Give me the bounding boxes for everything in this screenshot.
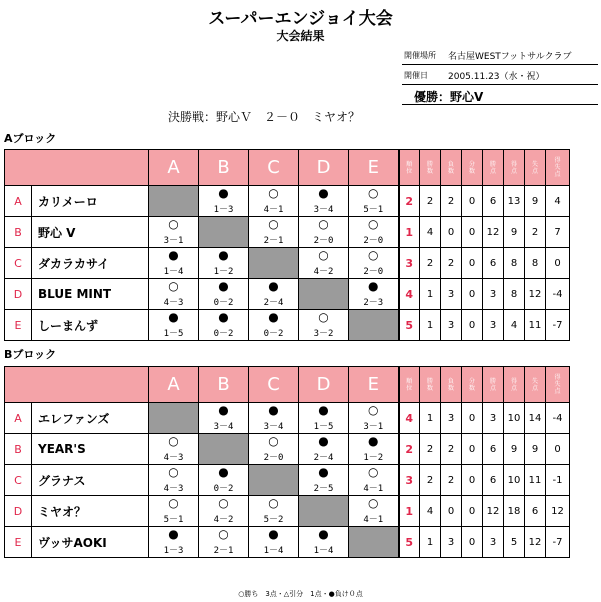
- date-value: 2005.11.23（水・祝）: [448, 72, 545, 82]
- stat-value: 0: [462, 248, 483, 279]
- stat-value: 9: [525, 434, 546, 465]
- table-header-row: [5, 150, 570, 186]
- match-result-cell: [199, 310, 249, 341]
- team-name: エレファンズ: [32, 403, 149, 434]
- stat-value: 6: [525, 496, 546, 527]
- match-result-cell: [349, 279, 399, 310]
- stat-value: 1: [420, 403, 441, 434]
- match-result-cell: [149, 465, 199, 496]
- match-score: 3－4: [263, 422, 284, 432]
- stat-value: -7: [546, 310, 570, 341]
- match-score: 1－4: [313, 546, 334, 556]
- block-b-title: Bブロック: [4, 348, 57, 361]
- stat-value: 12: [525, 527, 546, 558]
- loss-dot-icon: ●: [268, 403, 279, 417]
- rank-value: 4: [399, 403, 420, 434]
- stat-value: 0: [441, 217, 462, 248]
- stat-value: 6: [483, 186, 504, 217]
- match-score: 4－3: [163, 453, 184, 463]
- stat-header-2: 負 数: [441, 150, 462, 186]
- match-result-cell: [199, 465, 249, 496]
- stat-value: 0: [441, 496, 462, 527]
- win-circle-icon: ○: [168, 279, 179, 293]
- rank-value: 3: [399, 248, 420, 279]
- match-result-cell: [299, 186, 349, 217]
- team-letter: B: [5, 217, 32, 248]
- win-circle-icon: ○: [318, 217, 329, 231]
- match-score: 5－1: [363, 205, 384, 215]
- final-match-result: 決勝戦：野心Ｖ ２－０ ミヤオ？: [168, 110, 361, 124]
- self-match-cell: [199, 217, 249, 248]
- match-score: 2－0: [263, 453, 284, 463]
- loss-dot-icon: ●: [168, 310, 179, 324]
- column-header-c: C: [249, 367, 299, 403]
- venue-underline: [402, 64, 598, 65]
- stat-value: 13: [504, 186, 525, 217]
- rank-value: 1: [399, 496, 420, 527]
- column-header-b: B: [199, 367, 249, 403]
- venue-value: 名古屋WESTフットサルクラブ: [448, 52, 572, 62]
- team-name: ヴッサAOKI: [32, 527, 149, 558]
- team-name: BLUE MINT: [32, 279, 149, 310]
- table-row: [5, 186, 570, 217]
- stat-value: 0: [462, 310, 483, 341]
- stat-value: 0: [462, 217, 483, 248]
- match-score: 0－2: [213, 484, 234, 494]
- team-name: ミヤオ？: [32, 496, 149, 527]
- self-match-cell: [149, 186, 199, 217]
- stat-value: 2: [420, 186, 441, 217]
- rank-value: 2: [399, 434, 420, 465]
- rank-value: 3: [399, 465, 420, 496]
- match-score: 1－5: [313, 422, 334, 432]
- stat-header-7: 得 失 点: [546, 367, 570, 403]
- loss-dot-icon: ●: [268, 310, 279, 324]
- win-circle-icon: ○: [318, 310, 329, 324]
- stat-value: 14: [525, 403, 546, 434]
- stat-value: 2: [420, 248, 441, 279]
- table-row: [5, 434, 570, 465]
- loss-dot-icon: ●: [218, 279, 229, 293]
- stat-value: 3: [483, 279, 504, 310]
- win-circle-icon: ○: [368, 465, 379, 479]
- match-result-cell: [249, 217, 299, 248]
- match-score: 3－1: [363, 422, 384, 432]
- stat-header-6: 失 点: [525, 150, 546, 186]
- stat-header-0: 順 位: [399, 150, 420, 186]
- match-score: 1－3: [163, 546, 184, 556]
- match-score: 2－0: [363, 267, 384, 277]
- stat-value: 10: [504, 403, 525, 434]
- stat-value: 3: [483, 527, 504, 558]
- stat-value: 11: [525, 310, 546, 341]
- team-name: グラナス: [32, 465, 149, 496]
- column-header-d: D: [299, 150, 349, 186]
- win-circle-icon: ○: [368, 248, 379, 262]
- column-header-e: E: [349, 150, 399, 186]
- match-result-cell: [299, 465, 349, 496]
- table-row: [5, 496, 570, 527]
- team-letter: B: [5, 434, 32, 465]
- stat-value: 1: [420, 527, 441, 558]
- match-score: 2－1: [213, 546, 234, 556]
- match-result-cell: [299, 248, 349, 279]
- match-result-cell: [249, 186, 299, 217]
- match-result-cell: [299, 403, 349, 434]
- loss-dot-icon: ●: [318, 465, 329, 479]
- match-result-cell: [149, 310, 199, 341]
- legend-text: ○勝ち 3点・△引分 1点・●負け０点: [238, 590, 363, 598]
- stat-value: 3: [441, 403, 462, 434]
- match-result-cell: [149, 527, 199, 558]
- loss-dot-icon: ●: [218, 403, 229, 417]
- table-row: [5, 217, 570, 248]
- loss-dot-icon: ●: [218, 186, 229, 200]
- match-score: 3－4: [313, 205, 334, 215]
- match-result-cell: [249, 527, 299, 558]
- self-match-cell: [199, 434, 249, 465]
- match-result-cell: [149, 279, 199, 310]
- champion-text: 優勝：野心V: [414, 90, 484, 104]
- loss-dot-icon: ●: [318, 434, 329, 448]
- match-score: 2－5: [313, 484, 334, 494]
- column-header-d: D: [299, 367, 349, 403]
- team-letter: A: [5, 186, 32, 217]
- match-score: 1－4: [163, 267, 184, 277]
- stat-value: 8: [504, 248, 525, 279]
- match-score: 1－2: [363, 453, 384, 463]
- stat-value: 3: [441, 527, 462, 558]
- stat-value: 8: [525, 248, 546, 279]
- table-row: [5, 403, 570, 434]
- win-circle-icon: ○: [268, 217, 279, 231]
- stat-value: 6: [483, 248, 504, 279]
- stat-value: 0: [462, 403, 483, 434]
- stat-header-1: 勝 数: [420, 367, 441, 403]
- champion-underline: [402, 104, 598, 105]
- stat-value: 0: [462, 496, 483, 527]
- table-header-row: [5, 367, 570, 403]
- stat-value: 4: [420, 217, 441, 248]
- stat-value: 3: [441, 279, 462, 310]
- win-circle-icon: ○: [268, 186, 279, 200]
- column-header-b: B: [199, 150, 249, 186]
- team-name: カリメーロ: [32, 186, 149, 217]
- stat-header-5: 得 点: [504, 150, 525, 186]
- match-score: 0－2: [213, 329, 234, 339]
- team-letter: D: [5, 279, 32, 310]
- stat-header-2: 負 数: [441, 367, 462, 403]
- match-score: 2－1: [263, 236, 284, 246]
- rank-value: 4: [399, 279, 420, 310]
- table-row: [5, 310, 570, 341]
- team-name: ダカラカサイ: [32, 248, 149, 279]
- stat-value: 0: [462, 279, 483, 310]
- page-title: スーパーエンジョイ大会: [208, 9, 393, 29]
- team-letter: C: [5, 248, 32, 279]
- stat-value: 0: [546, 434, 570, 465]
- match-result-cell: [199, 496, 249, 527]
- team-letter: D: [5, 496, 32, 527]
- date-underline: [402, 84, 598, 85]
- standings-table-block-b: [4, 366, 570, 558]
- match-score: 4－2: [213, 515, 234, 525]
- stat-header-7: 得 失 点: [546, 150, 570, 186]
- match-result-cell: [149, 434, 199, 465]
- team-letter: A: [5, 403, 32, 434]
- team-name: 野心 V: [32, 217, 149, 248]
- team-name: YEAR'S: [32, 434, 149, 465]
- stat-header-4: 勝 点: [483, 150, 504, 186]
- match-score: 4－1: [263, 205, 284, 215]
- stat-value: 6: [483, 465, 504, 496]
- match-result-cell: [299, 527, 349, 558]
- match-score: 2－0: [313, 236, 334, 246]
- match-result-cell: [349, 403, 399, 434]
- stat-value: 9: [504, 434, 525, 465]
- stat-header-0: 順 位: [399, 367, 420, 403]
- column-header-e: E: [349, 367, 399, 403]
- win-circle-icon: ○: [268, 496, 279, 510]
- stat-value: 3: [483, 310, 504, 341]
- stat-header-6: 失 点: [525, 367, 546, 403]
- standings-table-block-a: [4, 149, 570, 341]
- win-circle-icon: ○: [168, 217, 179, 231]
- stat-value: 2: [420, 465, 441, 496]
- match-score: 5－2: [263, 515, 284, 525]
- loss-dot-icon: ●: [218, 465, 229, 479]
- match-result-cell: [199, 403, 249, 434]
- win-circle-icon: ○: [318, 248, 329, 262]
- match-score: 2－3: [363, 298, 384, 308]
- win-circle-icon: ○: [218, 527, 229, 541]
- rank-value: 5: [399, 310, 420, 341]
- loss-dot-icon: ●: [318, 186, 329, 200]
- stat-header-3: 分 数: [462, 367, 483, 403]
- stat-value: 12: [483, 496, 504, 527]
- loss-dot-icon: ●: [168, 527, 179, 541]
- match-result-cell: [349, 248, 399, 279]
- team-letter: E: [5, 527, 32, 558]
- stat-value: 9: [525, 186, 546, 217]
- stat-value: 8: [504, 279, 525, 310]
- match-score: 4－3: [163, 484, 184, 494]
- match-score: 0－2: [213, 298, 234, 308]
- stat-value: 2: [420, 434, 441, 465]
- stat-value: -7: [546, 527, 570, 558]
- rank-value: 1: [399, 217, 420, 248]
- match-result-cell: [199, 527, 249, 558]
- match-result-cell: [249, 310, 299, 341]
- team-letter: E: [5, 310, 32, 341]
- stat-value: 9: [504, 217, 525, 248]
- self-match-cell: [249, 248, 299, 279]
- stat-value: 1: [420, 279, 441, 310]
- stat-value: 3: [483, 403, 504, 434]
- column-header-c: C: [249, 150, 299, 186]
- stat-value: 0: [462, 434, 483, 465]
- stat-value: 2: [441, 248, 462, 279]
- match-result-cell: [149, 217, 199, 248]
- loss-dot-icon: ●: [368, 279, 379, 293]
- match-score: 5－1: [163, 515, 184, 525]
- column-header-a: A: [149, 367, 199, 403]
- header-corner: [5, 367, 149, 403]
- stat-value: 5: [504, 527, 525, 558]
- self-match-cell: [299, 279, 349, 310]
- stat-value: 3: [441, 310, 462, 341]
- match-result-cell: [199, 186, 249, 217]
- stat-header-3: 分 数: [462, 150, 483, 186]
- self-match-cell: [349, 527, 399, 558]
- stat-value: -1: [546, 465, 570, 496]
- stat-header-1: 勝 数: [420, 150, 441, 186]
- match-result-cell: [249, 279, 299, 310]
- match-result-cell: [249, 496, 299, 527]
- venue-label: 開催場所: [404, 51, 436, 60]
- stat-value: 0: [462, 186, 483, 217]
- match-result-cell: [349, 434, 399, 465]
- stat-value: 2: [441, 434, 462, 465]
- match-result-cell: [349, 217, 399, 248]
- column-header-a: A: [149, 150, 199, 186]
- win-circle-icon: ○: [218, 496, 229, 510]
- loss-dot-icon: ●: [218, 248, 229, 262]
- stat-value: 2: [525, 217, 546, 248]
- loss-dot-icon: ●: [368, 434, 379, 448]
- match-result-cell: [199, 248, 249, 279]
- team-name: しーまんず: [32, 310, 149, 341]
- stat-value: 12: [525, 279, 546, 310]
- loss-dot-icon: ●: [268, 279, 279, 293]
- stat-value: 6: [483, 434, 504, 465]
- loss-dot-icon: ●: [268, 527, 279, 541]
- match-score: 3－2: [313, 329, 334, 339]
- loss-dot-icon: ●: [318, 403, 329, 417]
- stat-value: 0: [462, 527, 483, 558]
- self-match-cell: [349, 310, 399, 341]
- stat-value: 4: [420, 496, 441, 527]
- match-result-cell: [249, 434, 299, 465]
- match-result-cell: [299, 217, 349, 248]
- stat-value: 2: [441, 465, 462, 496]
- stat-value: 4: [504, 310, 525, 341]
- match-score: 2－4: [263, 298, 284, 308]
- match-score: 3－1: [163, 236, 184, 246]
- match-result-cell: [349, 465, 399, 496]
- team-letter: C: [5, 465, 32, 496]
- win-circle-icon: ○: [368, 496, 379, 510]
- match-score: 2－0: [363, 236, 384, 246]
- table-row: [5, 279, 570, 310]
- table-row: [5, 248, 570, 279]
- self-match-cell: [249, 465, 299, 496]
- stat-value: -4: [546, 279, 570, 310]
- win-circle-icon: ○: [368, 217, 379, 231]
- stat-value: -4: [546, 403, 570, 434]
- match-score: 4－1: [363, 484, 384, 494]
- stat-value: 18: [504, 496, 525, 527]
- date-label: 開催日: [404, 71, 428, 80]
- loss-dot-icon: ●: [318, 527, 329, 541]
- block-a-title: Aブロック: [4, 132, 57, 145]
- match-result-cell: [349, 496, 399, 527]
- match-score: 1－2: [213, 267, 234, 277]
- match-result-cell: [149, 248, 199, 279]
- match-result-cell: [249, 403, 299, 434]
- match-score: 0－2: [263, 329, 284, 339]
- stat-value: 10: [504, 465, 525, 496]
- match-result-cell: [199, 279, 249, 310]
- match-score: 1－5: [163, 329, 184, 339]
- table-row: [5, 527, 570, 558]
- match-result-cell: [149, 496, 199, 527]
- stat-value: 0: [546, 248, 570, 279]
- table-row: [5, 465, 570, 496]
- match-score: 1－4: [263, 546, 284, 556]
- match-score: 4－2: [313, 267, 334, 277]
- stat-value: 2: [441, 186, 462, 217]
- self-match-cell: [149, 403, 199, 434]
- stat-value: 1: [420, 310, 441, 341]
- header-corner: [5, 150, 149, 186]
- match-score: 3－4: [213, 422, 234, 432]
- stat-header-4: 勝 点: [483, 367, 504, 403]
- stat-value: 7: [546, 217, 570, 248]
- stat-header-5: 得 点: [504, 367, 525, 403]
- rank-value: 5: [399, 527, 420, 558]
- stat-value: 11: [525, 465, 546, 496]
- match-result-cell: [299, 434, 349, 465]
- page-subtitle: 大会結果: [276, 29, 325, 43]
- win-circle-icon: ○: [168, 434, 179, 448]
- loss-dot-icon: ●: [168, 248, 179, 262]
- match-score: 1－3: [213, 205, 234, 215]
- self-match-cell: [299, 496, 349, 527]
- stat-value: 4: [546, 186, 570, 217]
- match-score: 4－1: [363, 515, 384, 525]
- match-result-cell: [349, 186, 399, 217]
- loss-dot-icon: ●: [218, 310, 229, 324]
- match-score: 4－3: [163, 298, 184, 308]
- stat-value: 0: [462, 465, 483, 496]
- match-result-cell: [299, 310, 349, 341]
- win-circle-icon: ○: [168, 465, 179, 479]
- stat-value: 12: [483, 217, 504, 248]
- win-circle-icon: ○: [268, 434, 279, 448]
- stat-value: 12: [546, 496, 570, 527]
- win-circle-icon: ○: [368, 403, 379, 417]
- win-circle-icon: ○: [168, 496, 179, 510]
- rank-value: 2: [399, 186, 420, 217]
- win-circle-icon: ○: [368, 186, 379, 200]
- match-score: 2－4: [313, 453, 334, 463]
